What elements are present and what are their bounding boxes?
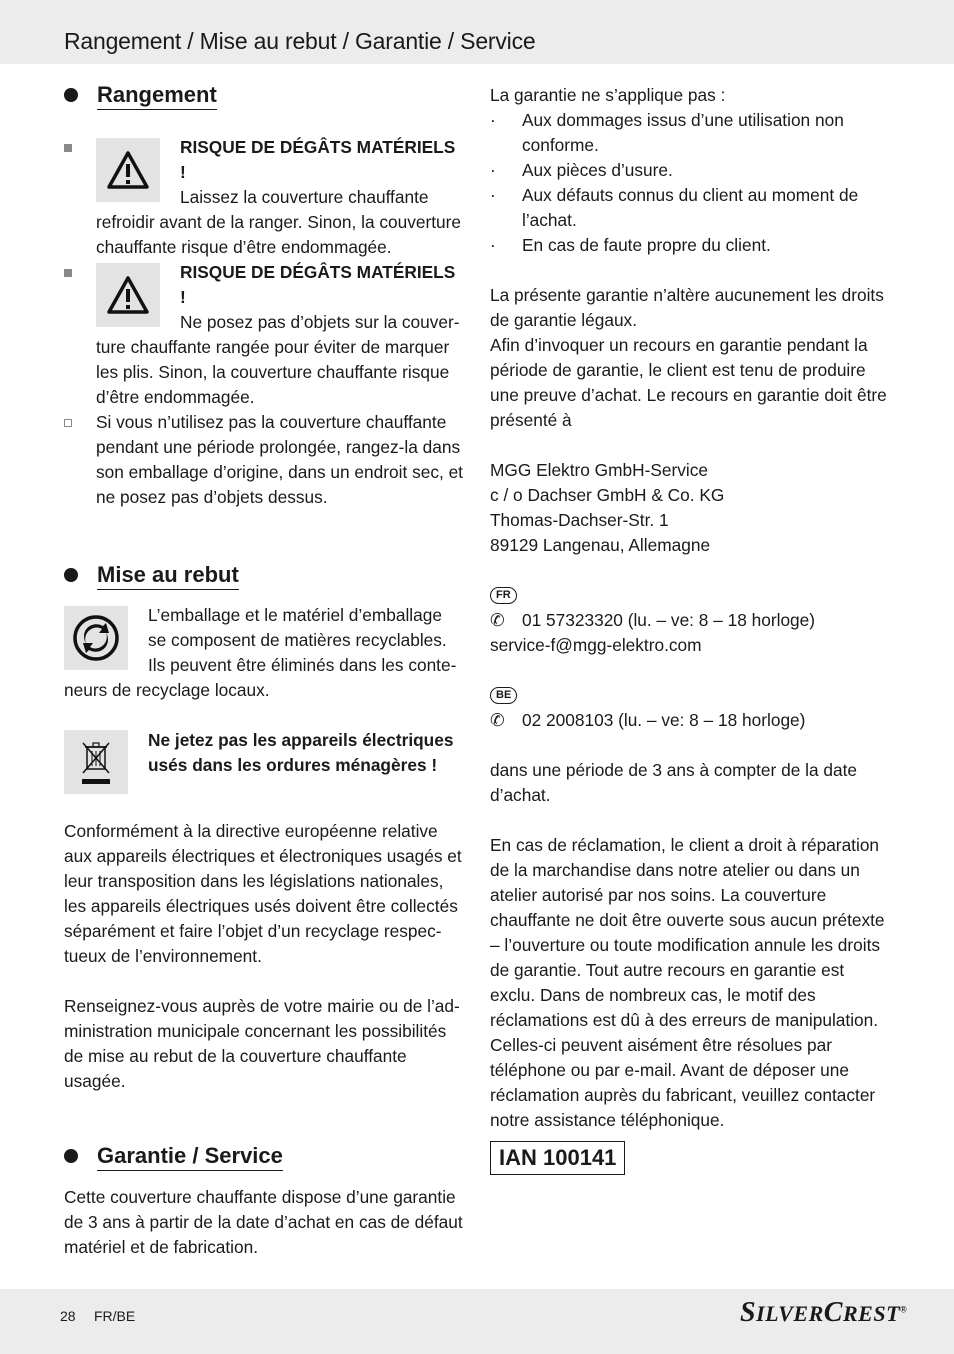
language-code: FR/BE — [94, 1308, 136, 1324]
phone-number: 01 57323320 (lu. – ve: 8 – 18 horloge) — [522, 610, 816, 630]
recycle-icon — [64, 606, 128, 670]
warning-triangle-icon — [96, 138, 160, 202]
brand-letter: S — [740, 1297, 757, 1328]
page-number: 28 — [60, 1308, 76, 1324]
rebut-paragraph-2: Renseignez-vous auprès de votre mairie ou de l’administration municipale concernant les possibilités de mise au rebut de la couverture chauffante usagée. — [64, 996, 460, 1091]
section-rebut-title — [64, 560, 464, 590]
section-heading: Garantie / Service — [97, 1142, 283, 1171]
warning-block-2 — [64, 260, 464, 410]
exclusions-intro: La garantie ne s’applique pas : — [490, 85, 726, 105]
garantie-paragraph-4: dans une période de 3 ans à compter de la date d’achat. — [490, 760, 858, 805]
brand-part: REST — [842, 1301, 901, 1326]
warning-text: Ne posez pas d’objets sur la couverture chauffante rangée pour éviter de marquer les plis. Sinon, la couverture chauffante risque d’être endommagée. — [96, 312, 460, 407]
note-text: Si vous n’utilisez pas la couverture chauffante pendant une période prolongée, rangez-la dans son emballage d’origine, dans un endroit sec, et ne posez pas d’objets dessus. — [96, 412, 463, 507]
phone-fr — [490, 608, 892, 633]
weee-warning-text: Ne jetez pas les appareils électriques usés dans les ordures ménagères ! — [148, 730, 454, 775]
note-block — [64, 410, 464, 510]
list-item-text: En cas de faute propre du client. — [522, 235, 771, 255]
weee-row — [64, 728, 464, 794]
brand-letter: C — [823, 1297, 843, 1328]
square-bullet-icon — [64, 144, 72, 152]
recycle-text: L’emballage et le matériel d’emballage se composent de matières recyclables. Ils peuvent être éliminés dans les conteneurs de recyclage locaux. — [64, 605, 457, 700]
section-heading: Rangement — [97, 81, 217, 110]
warning-heading: RISQUE DE DÉGÂTS MATÉRIELS ! — [180, 262, 456, 307]
left-column — [64, 80, 464, 1260]
warning-triangle-icon — [96, 263, 160, 327]
phone-be — [490, 708, 892, 733]
address-line: 89129 Langenau, Allemagne — [490, 535, 711, 555]
section-rangement-title — [64, 80, 464, 110]
registered-mark: ® — [900, 1304, 908, 1315]
bullet-mark: · — [490, 110, 496, 130]
page-header — [0, 0, 954, 64]
section-garantie-title — [64, 1141, 464, 1171]
address-line: c / o Dachser GmbH & Co. KG — [490, 485, 725, 505]
recycle-row — [64, 603, 464, 703]
bullet-mark: · — [490, 185, 496, 205]
bullet-dot-icon — [64, 1149, 78, 1163]
ian-number: IAN 100141 — [490, 1141, 625, 1175]
list-item-text: Aux pièces d’usure. — [522, 160, 673, 180]
list-item-text: Aux dommages issus d’une utilisation non conforme. — [522, 110, 844, 155]
right-column — [490, 83, 892, 1175]
page-title: Rangement / Mise au rebut / Garantie / Service — [64, 28, 536, 54]
bullet-mark: · — [490, 160, 496, 180]
service-email: service-f@mgg-elektro.com — [490, 635, 702, 655]
country-badge-be: BE — [490, 687, 517, 704]
brand-part: ILVER — [756, 1301, 824, 1326]
hollow-square-bullet-icon — [64, 419, 72, 427]
phone-icon: ✆ — [490, 610, 505, 630]
square-bullet-icon — [64, 269, 72, 277]
garantie-paragraph-5: En cas de réclamation, le client a droit à réparation de la marchandise dans notre atelier ou dans un atelier autorisé par nos soins. La couverture chauffante ne doit être ouverte sous aucun prétexte – l’ouverture ou toute modification annule les droits de garantie. Tout autre recours en garantie est exclu. Dans de nombreux cas, le motif des réclamations est dû à des erreurs de manipulation. Celles-ci peuvent aisément être résolues par téléphone ou par e-mail. Avant de déposer une réclamation auprès du fabricant, veuillez contacter notre assistance téléphonique. — [490, 835, 885, 1130]
garantie-paragraph-2: La présente garantie n’altère aucunement les droits de garantie légaux. — [490, 285, 884, 330]
bullet-mark: · — [490, 235, 496, 255]
section-heading: Mise au rebut — [97, 561, 239, 590]
brand-logo — [740, 1297, 907, 1329]
phone-icon: ✆ — [490, 710, 505, 730]
bullet-dot-icon — [64, 568, 78, 582]
warning-heading: RISQUE DE DÉGÂTS MATÉRIELS ! — [180, 137, 456, 182]
exclusions-list — [490, 108, 892, 258]
bullet-dot-icon — [64, 88, 78, 102]
address-line: Thomas-Dachser-Str. 1 — [490, 510, 669, 530]
list-item — [490, 158, 892, 183]
address-line: MGG Elektro GmbH-Service — [490, 460, 708, 480]
rebut-paragraph-1: Conformément à la directive européenne relative aux appareils électriques et électroniques usagés et leur transposition dans les législations nationales, les appareils électriques usés doivent être collectés séparément et faire l’objet d’un recyclage respectueux de l’environnement. — [64, 821, 462, 966]
phone-number: 02 2008103 (lu. – ve: 8 – 18 horloge) — [522, 710, 806, 730]
list-item — [490, 233, 892, 258]
list-item — [490, 108, 892, 158]
garantie-paragraph-3: Afin d’invoquer un recours en garantie pendant la période de garantie, le client est tenu de produire une preuve d’achat. Le recours en garantie doit être présenté à — [490, 335, 887, 430]
country-badge-fr: FR — [490, 587, 517, 604]
list-item-text: Aux défauts connus du client au moment de l’achat. — [522, 185, 859, 230]
warning-block-1 — [64, 135, 464, 260]
page-footer — [0, 1289, 954, 1354]
crossed-bin-icon — [64, 730, 128, 794]
service-address — [490, 458, 892, 558]
list-item — [490, 183, 892, 233]
garantie-paragraph-1: Cette couverture chauffante dispose d’une garantie de 3 ans à partir de la date d’achat en cas de défaut matériel et de fabrication. — [64, 1187, 463, 1257]
warning-text: Laissez la couverture chauffante refroidir avant de la ranger. Sinon, la couverture chauffante risque d’être endommagée. — [96, 187, 462, 257]
